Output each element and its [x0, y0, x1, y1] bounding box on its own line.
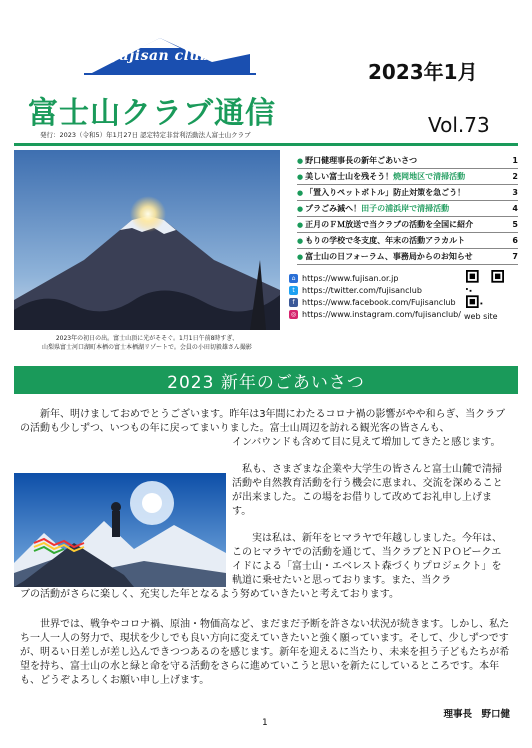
toc-page-number: 6 — [512, 236, 518, 245]
bullet-icon: ● — [297, 156, 304, 165]
toc-item[interactable] — [297, 217, 518, 233]
toc-item-text: 「置入りペットボトル」防止対策を急ごう！ — [305, 188, 466, 197]
home-icon: ⌂ — [289, 274, 298, 283]
photo-caption — [14, 334, 280, 352]
bullet-icon: ● — [297, 220, 304, 229]
mt-fuji-sunrise-photo — [14, 150, 280, 330]
toc-item-title — [305, 219, 508, 230]
facebook-icon: f — [289, 298, 298, 307]
toc-item-title — [305, 203, 508, 214]
bullet-icon: ● — [297, 236, 304, 245]
link-url[interactable]: https://www.fujisan.or.jp — [302, 273, 399, 283]
social-links — [289, 272, 461, 320]
caption-line-1: 2023年の初日の出。富士山頂に光がそそぐ。1月1日午前8時すぎ、 — [55, 335, 239, 342]
link-url[interactable]: https://www.facebook.com/Fujisanclub — [302, 297, 456, 307]
issue-date: 2023年1月 — [368, 60, 478, 84]
paragraph-1b: インバウンドも含めて目に見えて増加してきたと感じます。 — [232, 437, 501, 448]
toc-page-number: 4 — [512, 204, 518, 213]
toc-item-title — [305, 235, 508, 246]
link-url[interactable]: https://twitter.com/fujisanclub — [302, 285, 422, 295]
caption-line-2: 山梨県富士河口湖町本栖の富士本栖湖リゾートで。会員の小田切毅雄さん撮影 — [42, 344, 252, 351]
toc-item-text: 美しい富士山を残そう！ — [305, 172, 394, 181]
toc-item-title — [305, 155, 508, 166]
toc-item[interactable] — [297, 169, 518, 185]
toc-item[interactable] — [297, 249, 518, 265]
social-link[interactable] — [289, 284, 461, 296]
toc-item[interactable] — [297, 201, 518, 217]
toc-item-title — [305, 251, 508, 262]
himalaya-photo — [14, 473, 226, 587]
toc-item-text: 野口健理事長の新年ごあいさつ — [305, 156, 418, 165]
qr-label: web site — [464, 312, 498, 321]
paragraph-3a: 実は私は、新年をヒマラヤで年越ししました。今年は、このヒマラヤでの活動を通じて、当クラブとＮＰＯピークエイドによる「富士山・エベレスト森づくりプロジェクト」を軌道に乗せたいと思っております。また、当クラ — [232, 533, 502, 586]
section-heading: 2023 新年のごあいさつ — [167, 372, 365, 393]
toc-item-title — [305, 187, 508, 198]
toc-page-number: 5 — [512, 220, 518, 229]
paragraph-1a: 新年、明けましておめでとうございます。昨年は3年間にわたるコロナ禍の影響がやや和らぎ、当クラブの活動も少しずつ、いつもの年に戻ってまいりました。富士山周辺を訪れる観光客の皆さんも、 — [20, 409, 506, 434]
qr-code[interactable] — [466, 270, 504, 308]
toc-page-number: 1 — [512, 156, 518, 165]
bullet-icon: ● — [297, 188, 304, 197]
toc-item[interactable] — [297, 153, 518, 169]
page-number: 1 — [262, 718, 268, 728]
toc-item-text: もりの学校で冬支度、年末の活動アラカルト — [305, 236, 466, 245]
toc-item[interactable] — [297, 185, 518, 201]
toc-page-number: 7 — [512, 252, 518, 261]
toc-item-text: プラごみ減へ！ — [305, 204, 362, 213]
paragraph-3b: ブの活動がさらに楽しく、充実した年となるよう努めていきたいと考えております。 — [20, 589, 399, 600]
section-heading-band — [14, 366, 518, 394]
social-link[interactable] — [289, 308, 461, 320]
header-divider — [14, 143, 518, 146]
bullet-icon: ● — [297, 204, 304, 213]
publication-info: 発行：2023（令和5）年1月27日 認定特定非営利活動法人富士山クラブ — [40, 131, 251, 139]
toc-item-highlight: 田子の浦浜岸で清掃活動 — [361, 204, 450, 213]
signature: 理事長 野口健 — [443, 709, 510, 720]
volume-number: Vol.73 — [428, 113, 490, 137]
paragraph-4: 世界では、戦争やコロナ禍、原油・物価高など、まだまだ予断を許さない状況が続きます。しかし、私たち一人一人の努力で、現状を少しでも良い方向に変えていきたいと強く願っています。そして、少しずつですが、明るい日差しが差し込んできつつあるのを感じます。新年を迎えるに当たり、未来を担う子どもたちが希望を持ち、富士山の水と緑と命を守る活動をさらに進めていこうと思いを新たにしているところです。本年も、どうぞよろしくお願い申し上げます。 — [20, 619, 510, 686]
toc-item[interactable] — [297, 233, 518, 249]
social-link[interactable] — [289, 272, 461, 284]
table-of-contents — [297, 153, 518, 265]
toc-page-number: 3 — [512, 188, 518, 197]
toc-page-number: 2 — [512, 172, 518, 181]
toc-item-text: 正月のＦＭ放送で当クラブの活動を全国に紹介 — [305, 220, 474, 229]
instagram-icon: ◎ — [290, 310, 297, 318]
toc-item-highlight: 焼岡地区で清掃活動 — [393, 172, 466, 181]
toc-item-text: 富士山の日フォーラム、事務局からのお知らせ — [305, 252, 473, 261]
newsletter-title: 富士山クラブ通信 — [28, 96, 276, 131]
twitter-icon: t — [289, 286, 298, 295]
social-link[interactable] — [289, 296, 461, 308]
toc-item-title — [305, 171, 508, 182]
bullet-icon: ● — [297, 252, 304, 261]
paragraph-2: 私も、さまざまな企業や大学生の皆さんと富士山麓で清掃活動や自然教育活動を行う機会に恵まれ、交流を深めることが出来ました。この場をお借りして改めてお礼申し上げます。 — [232, 464, 503, 517]
bullet-icon: ● — [297, 172, 304, 181]
link-url[interactable]: https://www.instagram.com/fujisanclub/ — [302, 309, 461, 319]
logo-text: fujisan club — [112, 48, 211, 64]
